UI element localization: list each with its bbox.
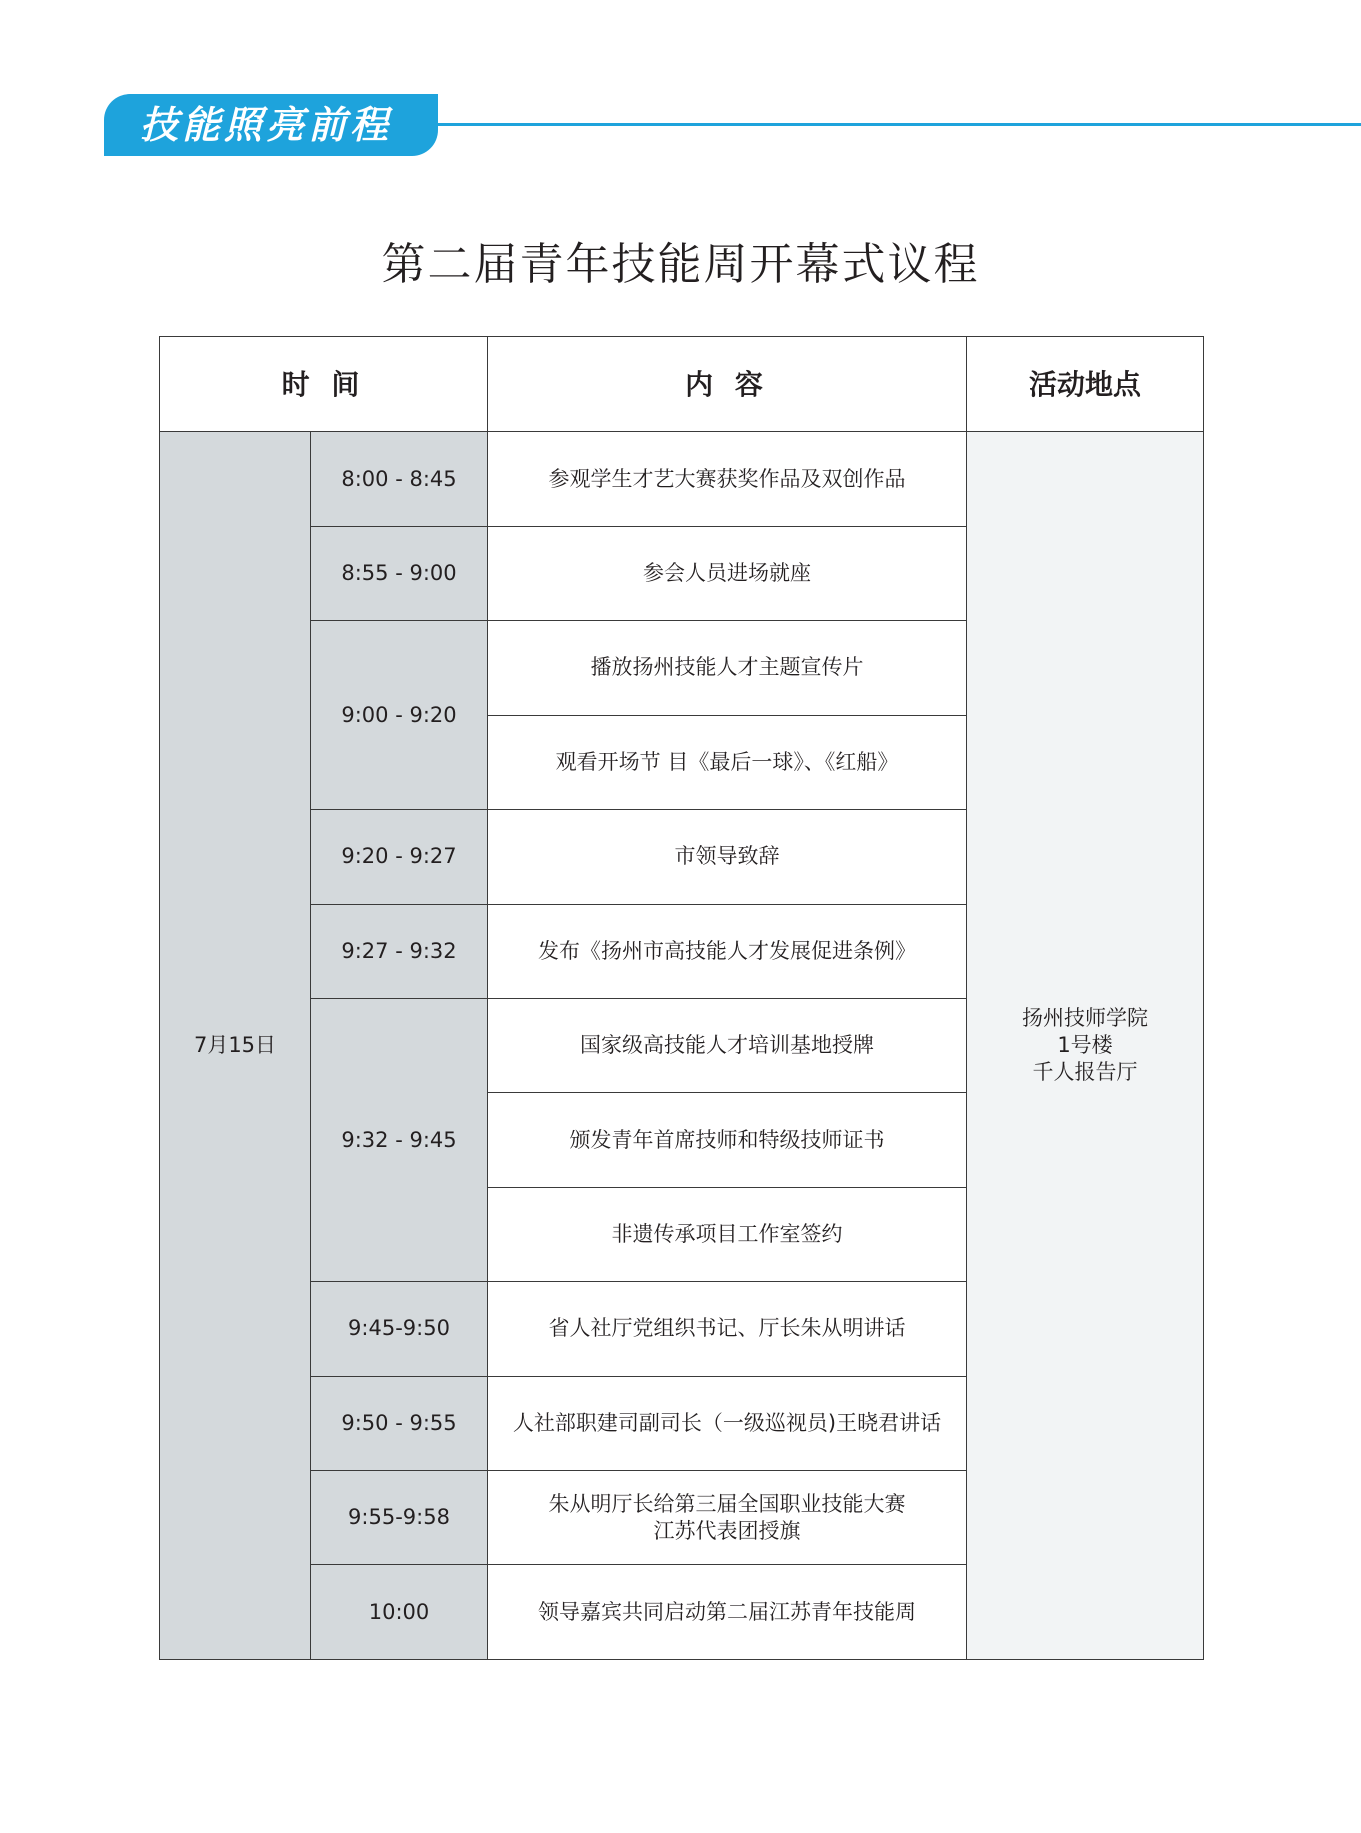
table-header-row bbox=[160, 337, 1204, 432]
time-cell: 9:45-9:50 bbox=[311, 1282, 488, 1376]
time-cell: 9:32 - 9:45 bbox=[311, 998, 488, 1281]
table-row bbox=[160, 432, 1204, 526]
agenda-table bbox=[159, 336, 1204, 1660]
content-cell: 参会人员进场就座 bbox=[488, 526, 967, 620]
page-title: 第二届青年技能周开幕式议程 bbox=[381, 239, 980, 290]
venue-line: 千人报告厅 bbox=[1032, 1060, 1138, 1085]
date-cell: 7月15日 bbox=[160, 432, 311, 1660]
section-banner: 技能照亮前程 bbox=[104, 94, 438, 156]
content-cell: 发布《扬州市高技能人才发展促进条例》 bbox=[488, 904, 967, 998]
content-cell: 颁发青年首席技师和特级技师证书 bbox=[488, 1093, 967, 1187]
content-cell: 观看开场节 目《最后一球》、《红船》 bbox=[488, 715, 967, 809]
content-cell: 参观学生才艺大赛获奖作品及双创作品 bbox=[488, 432, 967, 526]
content-cell: 播放扬州技能人才主题宣传片 bbox=[488, 621, 967, 715]
venue-cell bbox=[967, 432, 1204, 1660]
content-cell: 市领导致辞 bbox=[488, 810, 967, 904]
column-header-content: 内 容 bbox=[488, 337, 967, 432]
content-cell bbox=[488, 1471, 967, 1565]
content-line: 江苏代表团授旗 bbox=[653, 1518, 801, 1543]
content-cell: 领导嘉宾共同启动第二届江苏青年技能周 bbox=[488, 1565, 967, 1660]
time-cell: 9:20 - 9:27 bbox=[311, 810, 488, 904]
content-cell: 人社部职建司副司长（一级巡视员)王晓君讲话 bbox=[488, 1376, 967, 1470]
time-cell: 9:50 - 9:55 bbox=[311, 1376, 488, 1470]
column-header-time: 时 间 bbox=[160, 337, 488, 432]
content-cell: 省人社厅党组织书记、厅长朱从明讲话 bbox=[488, 1282, 967, 1376]
time-cell: 9:55-9:58 bbox=[311, 1471, 488, 1565]
time-cell: 9:27 - 9:32 bbox=[311, 904, 488, 998]
venue-line: 1号楼 bbox=[1057, 1033, 1113, 1058]
time-cell: 9:00 - 9:20 bbox=[311, 621, 488, 810]
time-cell: 10:00 bbox=[311, 1565, 488, 1660]
content-cell: 非遗传承项目工作室签约 bbox=[488, 1187, 967, 1281]
time-cell: 8:55 - 9:00 bbox=[311, 526, 488, 620]
content-line: 朱从明厅长给第三届全国职业技能大赛 bbox=[548, 1491, 906, 1516]
column-header-venue: 活动地点 bbox=[967, 337, 1204, 432]
venue-line: 扬州技师学院 bbox=[1022, 1006, 1148, 1031]
time-cell: 8:00 - 8:45 bbox=[311, 432, 488, 526]
content-cell: 国家级高技能人才培训基地授牌 bbox=[488, 998, 967, 1092]
banner-divider-line bbox=[430, 123, 1361, 126]
